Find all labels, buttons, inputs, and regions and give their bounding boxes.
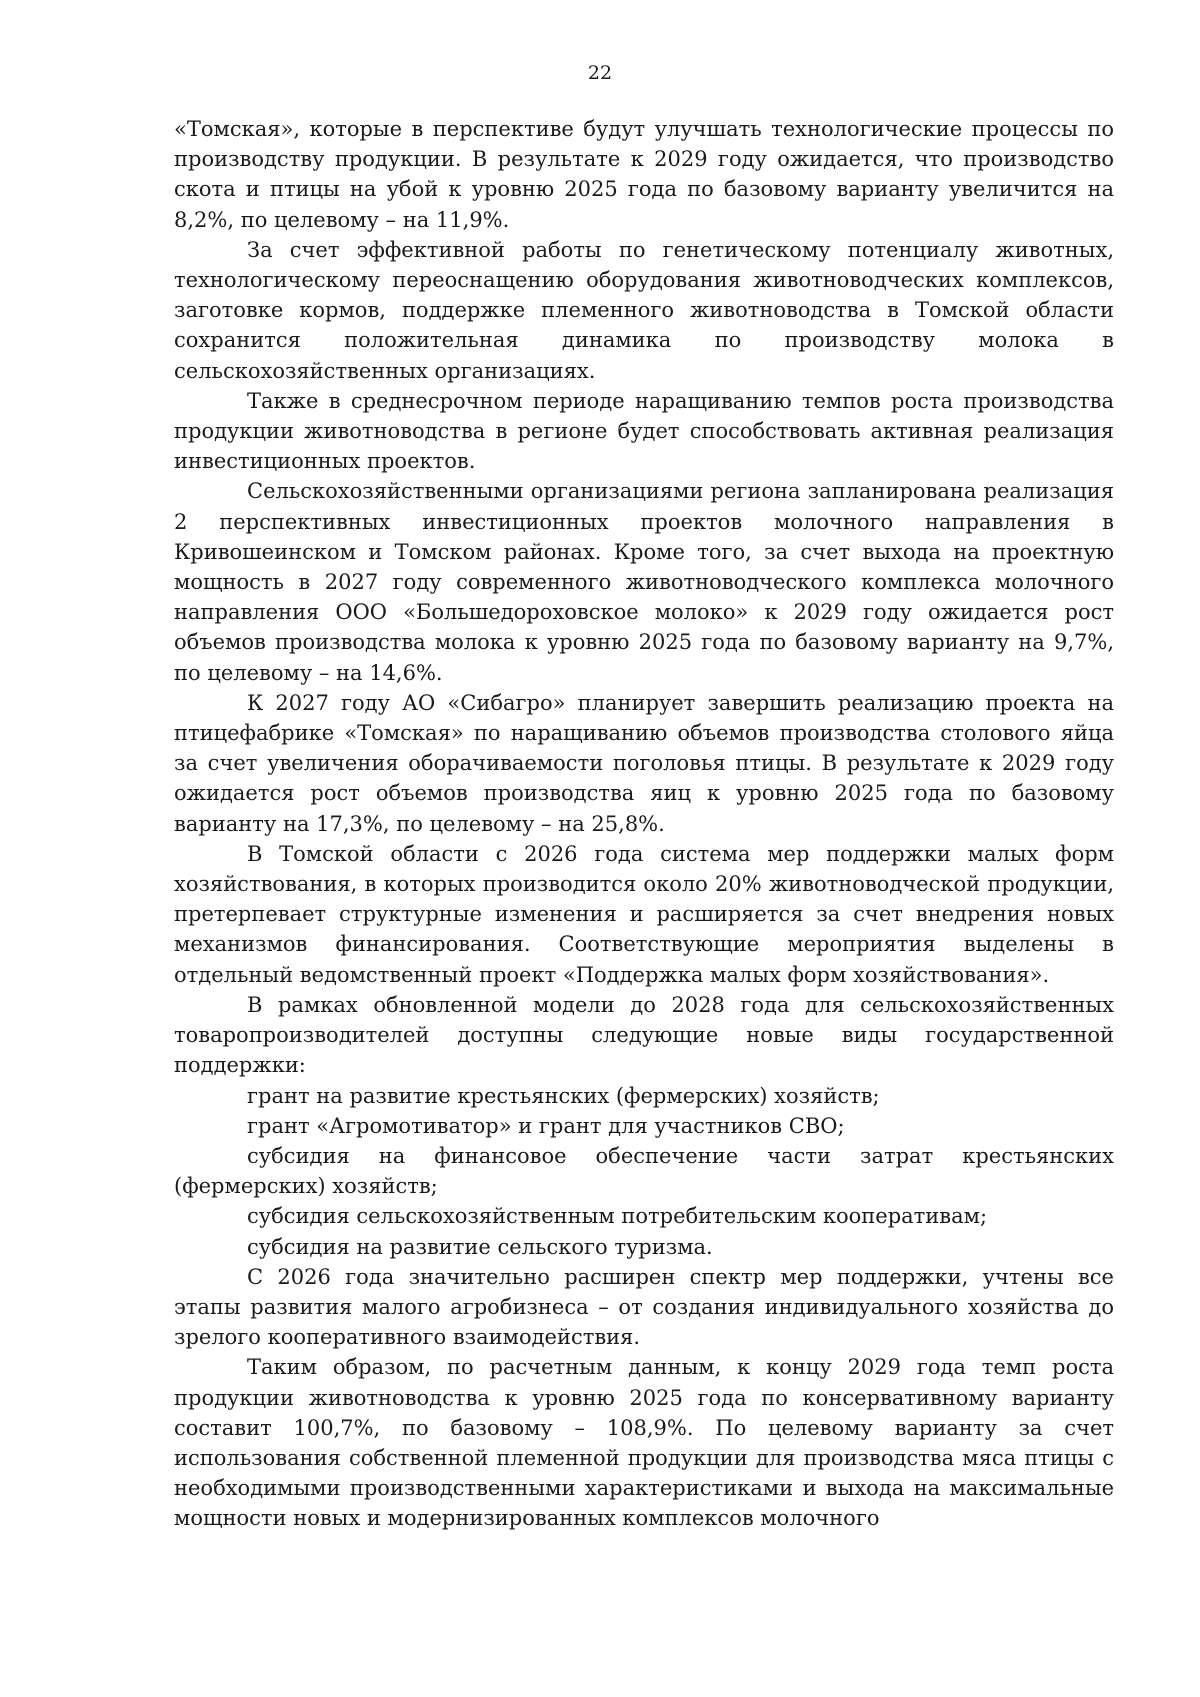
paragraph: За счет эффективной работы по генетическому потенциалу животных, технологическому переоснащению оборудования животноводческих комплексов, заготовке кормов, поддержке племенного животноводства в Томской области сохранится положительная динамика по производству молока в сельскохозяйственных организациях. xyxy=(174,237,1114,383)
list-item: грант «Агромотиватор» и грант для участников СВО; xyxy=(247,1113,845,1138)
page-number: 22 xyxy=(587,62,613,84)
document-body xyxy=(174,114,1114,1534)
list-item: субсидия на развитие сельского туризма. xyxy=(247,1234,713,1259)
paragraph: Сельскохозяйственными организациями региона запланирована реализация 2 перспективных инвестиционных проектов молочного направления в Кривошеинском и Томском районах. Кроме того, за счет выхода на проектную мощность в 2027 году современного животноводческого комплекса молочного направления ООО «Большедороховское молоко» к 2029 году ожидается рост объемов производства молока к уровню 2025 года по базовому варианту на 9,7%, по целевому – на 14,6%. xyxy=(174,479,1114,685)
list-item: грант на развитие крестьянских (фермерских) хозяйств; xyxy=(247,1083,880,1108)
list-item: субсидия сельскохозяйственным потребительским кооперативам; xyxy=(247,1204,988,1229)
paragraph: Также в среднесрочном периоде наращиванию темпов роста производства продукции животноводства в регионе будет способствовать активная реализация инвестиционных проектов. xyxy=(174,388,1114,474)
paragraph: Таким образом, по расчетным данным, к концу 2029 года темп роста продукции животноводства к уровню 2025 года по консервативному варианту составит 100,7%, по базовому – 108,9%. По целевому варианту за счет использования собственной племенной продукции для производства мяса птицы с необходимыми производственными характеристиками и выхода на максимальные мощности новых и модернизированных комплексов молочного xyxy=(174,1355,1114,1531)
paragraph: В Томской области с 2026 года система мер поддержки малых форм хозяйствования, в которых производится около 20% животноводческой продукции, претерпевает структурные изменения и расширяется за счет внедрения новых механизмов финансирования. Соответствующие мероприятия выделены в отдельный ведомственный проект «Поддержка малых форм хозяйствования». xyxy=(174,841,1114,987)
paragraph: В рамках обновленной модели до 2028 года для сельскохозяйственных товаропроизводителей доступны следующие новые виды государственной поддержки: xyxy=(174,992,1114,1078)
list-item: субсидия на финансовое обеспечение части затрат крестьянских (фермерских) хозяйств; xyxy=(174,1143,1114,1199)
paragraph: К 2027 году АО «Сибагро» планирует завершить реализацию проекта на птицефабрике «Томская» по наращиванию объемов производства столового яйца за счет увеличения оборачиваемости поголовья птицы. В результате к 2029 году ожидается рост объемов производства яиц к уровню 2025 года по базовому варианту на 17,3%, по целевому – на 25,8%. xyxy=(174,690,1114,836)
paragraph: «Томская», которые в перспективе будут улучшать технологические процессы по производству продукции. В результате к 2029 году ожидается, что производство скота и птицы на убой к уровню 2025 года по базовому варианту увеличится на 8,2%, по целевому – на 11,9%. xyxy=(174,117,1114,232)
paragraph: С 2026 года значительно расширен спектр мер поддержки, учтены все этапы развития малого агробизнеса – от создания индивидуального хозяйства до зрелого кооперативного взаимодействия. xyxy=(174,1264,1114,1350)
